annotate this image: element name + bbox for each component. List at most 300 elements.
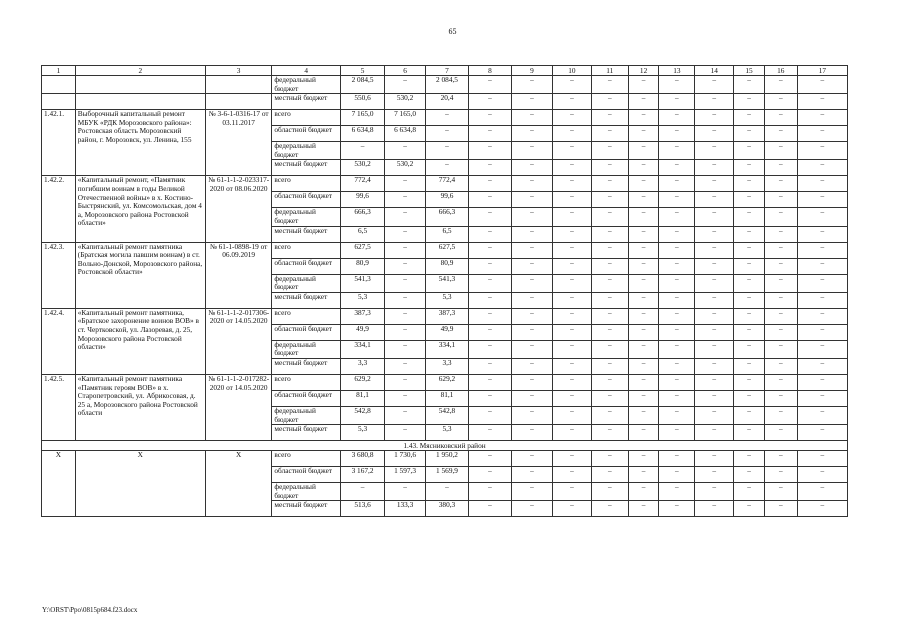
- value-empty: –: [734, 258, 765, 274]
- value-empty: –: [552, 176, 591, 192]
- value-empty: –: [512, 340, 553, 358]
- value-empty: –: [734, 242, 765, 258]
- value-empty: –: [591, 258, 628, 274]
- column-header: 9: [512, 66, 553, 76]
- value-empty: –: [469, 208, 512, 226]
- value-empty: –: [591, 390, 628, 406]
- value-empty: –: [659, 258, 695, 274]
- budget-source: местный бюджет: [272, 358, 341, 374]
- value-empty: –: [591, 208, 628, 226]
- value-empty: –: [469, 94, 512, 110]
- value-empty: –: [695, 406, 734, 424]
- value-total: 550,6: [341, 94, 385, 110]
- value-empty: –: [628, 160, 659, 176]
- item-permit: [205, 94, 272, 110]
- column-header: 7: [426, 66, 469, 76]
- value-empty: –: [591, 406, 628, 424]
- value-empty: –: [764, 374, 797, 390]
- value-empty: –: [764, 242, 797, 258]
- value-empty: –: [512, 406, 553, 424]
- column-header: 11: [591, 66, 628, 76]
- value-empty: –: [552, 126, 591, 142]
- value-total: 3 167,2: [341, 467, 385, 483]
- budget-source: федеральный бюджет: [272, 76, 341, 94]
- value-empty: –: [695, 358, 734, 374]
- item-number: 1.42.2.: [42, 176, 76, 242]
- value-empty: –: [512, 274, 553, 292]
- value-empty: –: [552, 390, 591, 406]
- value-col7: 5,3: [426, 425, 469, 441]
- item-permit: № 61-1-1-2-017306-2020 от 14.05.2020: [205, 308, 272, 374]
- value-empty: –: [695, 425, 734, 441]
- column-header: 15: [734, 66, 765, 76]
- value-col6: –: [385, 425, 426, 441]
- value-col6: –: [385, 324, 426, 340]
- value-empty: –: [469, 308, 512, 324]
- value-empty: –: [552, 160, 591, 176]
- value-total: 772,4: [341, 176, 385, 192]
- value-empty: –: [764, 501, 797, 517]
- section-heading: 1.43. Мясниковский район: [42, 441, 848, 451]
- value-empty: –: [797, 76, 847, 94]
- value-col7: 627,5: [426, 242, 469, 258]
- budget-source: областной бюджет: [272, 126, 341, 142]
- budget-source: местный бюджет: [272, 94, 341, 110]
- value-col7: 20,4: [426, 94, 469, 110]
- value-empty: –: [734, 483, 765, 501]
- value-empty: –: [764, 94, 797, 110]
- value-empty: –: [628, 110, 659, 126]
- value-empty: –: [512, 467, 553, 483]
- value-empty: –: [552, 226, 591, 242]
- value-empty: –: [734, 274, 765, 292]
- value-col7: –: [426, 160, 469, 176]
- value-empty: –: [659, 340, 695, 358]
- item-permit: № 61-1-1-2-023317-2020 от 08.06.2020: [205, 176, 272, 242]
- value-col6: –: [385, 258, 426, 274]
- value-empty: –: [628, 451, 659, 467]
- value-empty: –: [695, 208, 734, 226]
- value-empty: –: [591, 483, 628, 501]
- value-empty: –: [734, 358, 765, 374]
- column-header: 16: [764, 66, 797, 76]
- value-empty: –: [512, 208, 553, 226]
- value-empty: –: [469, 242, 512, 258]
- value-total: 541,3: [341, 274, 385, 292]
- item-permit: [205, 76, 272, 94]
- value-empty: –: [659, 451, 695, 467]
- value-total: 513,6: [341, 501, 385, 517]
- value-empty: –: [764, 483, 797, 501]
- value-empty: –: [552, 242, 591, 258]
- value-empty: –: [552, 308, 591, 324]
- value-col7: 5,3: [426, 292, 469, 308]
- value-empty: –: [591, 160, 628, 176]
- value-col7: –: [426, 126, 469, 142]
- value-empty: –: [469, 483, 512, 501]
- value-empty: –: [512, 292, 553, 308]
- value-empty: –: [591, 340, 628, 358]
- value-total: –: [341, 142, 385, 160]
- value-empty: –: [628, 340, 659, 358]
- budget-source: областной бюджет: [272, 467, 341, 483]
- value-empty: –: [628, 374, 659, 390]
- value-total: –: [341, 483, 385, 501]
- column-header: 14: [695, 66, 734, 76]
- item-number: 1.42.5.: [42, 374, 76, 440]
- value-empty: –: [797, 94, 847, 110]
- table-row: [42, 110, 848, 126]
- value-empty: –: [797, 501, 847, 517]
- value-empty: –: [512, 451, 553, 467]
- value-empty: –: [659, 406, 695, 424]
- value-empty: –: [552, 451, 591, 467]
- item-description: «Капитальный ремонт памятника, «Братское захоронение воинов ВОВ» в ст. Чертковской, ул. Лазоревая, д. 25, Морозовского района Ростовской области»: [75, 308, 205, 374]
- value-empty: –: [512, 324, 553, 340]
- column-header: 13: [659, 66, 695, 76]
- value-empty: –: [797, 451, 847, 467]
- value-col6: 133,3: [385, 501, 426, 517]
- value-empty: –: [552, 142, 591, 160]
- budget-source: местный бюджет: [272, 425, 341, 441]
- value-empty: –: [591, 110, 628, 126]
- value-empty: –: [628, 226, 659, 242]
- value-empty: –: [659, 483, 695, 501]
- value-empty: –: [552, 340, 591, 358]
- table-row: [42, 94, 848, 110]
- value-empty: –: [764, 358, 797, 374]
- column-header: 3: [205, 66, 272, 76]
- value-empty: –: [797, 208, 847, 226]
- value-empty: –: [695, 76, 734, 94]
- value-empty: –: [764, 324, 797, 340]
- value-empty: –: [659, 176, 695, 192]
- value-empty: –: [695, 292, 734, 308]
- value-empty: –: [734, 340, 765, 358]
- value-empty: –: [591, 242, 628, 258]
- value-empty: –: [659, 110, 695, 126]
- value-empty: –: [512, 126, 553, 142]
- value-empty: –: [764, 110, 797, 126]
- budget-source: всего: [272, 242, 341, 258]
- value-empty: –: [591, 451, 628, 467]
- value-empty: –: [659, 94, 695, 110]
- value-empty: –: [591, 192, 628, 208]
- value-empty: –: [628, 76, 659, 94]
- value-total: 3 680,8: [341, 451, 385, 467]
- value-empty: –: [552, 208, 591, 226]
- value-empty: –: [797, 292, 847, 308]
- value-empty: –: [469, 501, 512, 517]
- value-empty: –: [552, 425, 591, 441]
- budget-source: областной бюджет: [272, 192, 341, 208]
- value-empty: –: [512, 258, 553, 274]
- value-empty: –: [734, 501, 765, 517]
- value-col6: –: [385, 192, 426, 208]
- value-total: 6 634,8: [341, 126, 385, 142]
- value-empty: –: [695, 340, 734, 358]
- value-empty: –: [797, 176, 847, 192]
- value-empty: –: [734, 176, 765, 192]
- value-col7: 99,6: [426, 192, 469, 208]
- value-empty: –: [695, 226, 734, 242]
- budget-source: федеральный бюджет: [272, 274, 341, 292]
- value-empty: –: [659, 358, 695, 374]
- value-total: 5,3: [341, 292, 385, 308]
- value-empty: –: [552, 258, 591, 274]
- value-col7: 6,5: [426, 226, 469, 242]
- value-empty: –: [512, 176, 553, 192]
- value-col6: 7 165,0: [385, 110, 426, 126]
- value-empty: –: [512, 242, 553, 258]
- budget-source: местный бюджет: [272, 292, 341, 308]
- value-empty: –: [469, 390, 512, 406]
- value-empty: –: [591, 467, 628, 483]
- value-empty: –: [628, 501, 659, 517]
- value-col6: –: [385, 142, 426, 160]
- table-row: [42, 242, 848, 258]
- value-empty: –: [512, 110, 553, 126]
- value-col6: –: [385, 176, 426, 192]
- value-empty: –: [469, 226, 512, 242]
- value-empty: –: [469, 274, 512, 292]
- column-header: 6: [385, 66, 426, 76]
- value-empty: –: [512, 308, 553, 324]
- value-total: 2 084,5: [341, 76, 385, 94]
- value-empty: –: [591, 374, 628, 390]
- value-col6: –: [385, 274, 426, 292]
- value-empty: –: [628, 208, 659, 226]
- value-empty: –: [628, 425, 659, 441]
- value-empty: –: [797, 308, 847, 324]
- table-row: [42, 308, 848, 324]
- column-header: 5: [341, 66, 385, 76]
- value-empty: –: [469, 324, 512, 340]
- value-empty: –: [628, 324, 659, 340]
- item-description: X: [75, 451, 205, 517]
- value-empty: –: [695, 176, 734, 192]
- value-empty: –: [469, 76, 512, 94]
- value-empty: –: [797, 110, 847, 126]
- value-empty: –: [764, 76, 797, 94]
- value-empty: –: [628, 142, 659, 160]
- value-total: 6,5: [341, 226, 385, 242]
- budget-source: федеральный бюджет: [272, 340, 341, 358]
- value-empty: –: [764, 126, 797, 142]
- value-empty: –: [764, 176, 797, 192]
- value-empty: –: [591, 324, 628, 340]
- value-empty: –: [695, 192, 734, 208]
- value-total: 49,9: [341, 324, 385, 340]
- value-empty: –: [764, 160, 797, 176]
- value-col6: 530,2: [385, 94, 426, 110]
- value-empty: –: [591, 501, 628, 517]
- value-empty: –: [734, 406, 765, 424]
- value-empty: –: [734, 425, 765, 441]
- value-empty: –: [764, 274, 797, 292]
- value-col7: 1 569,9: [426, 467, 469, 483]
- value-empty: –: [552, 483, 591, 501]
- value-total: 7 165,0: [341, 110, 385, 126]
- budget-source: областной бюджет: [272, 258, 341, 274]
- value-empty: –: [659, 274, 695, 292]
- value-col6: –: [385, 292, 426, 308]
- value-empty: –: [628, 292, 659, 308]
- value-empty: –: [591, 292, 628, 308]
- value-empty: –: [512, 483, 553, 501]
- value-empty: –: [797, 390, 847, 406]
- value-empty: –: [591, 126, 628, 142]
- value-empty: –: [469, 467, 512, 483]
- value-empty: –: [764, 425, 797, 441]
- value-empty: –: [659, 308, 695, 324]
- value-empty: –: [552, 110, 591, 126]
- value-empty: –: [797, 406, 847, 424]
- value-empty: –: [659, 425, 695, 441]
- value-empty: –: [695, 501, 734, 517]
- table-row: [42, 76, 848, 94]
- value-empty: –: [695, 94, 734, 110]
- item-description: «Капитальный ремонт, «Памятник погибшим воинам в годы Великой Отечественной войны» в х. Костино-Быстрянский, ул. Комсомольская, дом 4 а, Морозовского района Ростовской области»: [75, 176, 205, 242]
- value-col6: 1 597,3: [385, 467, 426, 483]
- item-permit: № 3-6-1-0316-17 от 03.11.2017: [205, 110, 272, 176]
- value-empty: –: [628, 358, 659, 374]
- value-empty: –: [659, 76, 695, 94]
- value-empty: –: [764, 208, 797, 226]
- value-col7: 380,3: [426, 501, 469, 517]
- value-col6: –: [385, 226, 426, 242]
- footer-file-path: Y:\ORST\Ppo\0815p684.f23.docx: [42, 606, 138, 614]
- value-total: 334,1: [341, 340, 385, 358]
- value-empty: –: [734, 160, 765, 176]
- column-header: 12: [628, 66, 659, 76]
- budget-source: федеральный бюджет: [272, 483, 341, 501]
- value-empty: –: [734, 292, 765, 308]
- value-col7: 3,3: [426, 358, 469, 374]
- value-empty: –: [764, 390, 797, 406]
- value-empty: –: [628, 126, 659, 142]
- value-empty: –: [591, 226, 628, 242]
- budget-source: местный бюджет: [272, 501, 341, 517]
- value-empty: –: [695, 142, 734, 160]
- value-empty: –: [552, 501, 591, 517]
- value-col7: 772,4: [426, 176, 469, 192]
- value-empty: –: [591, 425, 628, 441]
- value-total: 80,9: [341, 258, 385, 274]
- value-col6: –: [385, 390, 426, 406]
- value-empty: –: [628, 390, 659, 406]
- budget-source: федеральный бюджет: [272, 208, 341, 226]
- value-empty: –: [695, 126, 734, 142]
- column-header: 1: [42, 66, 76, 76]
- value-empty: –: [512, 192, 553, 208]
- value-empty: –: [469, 142, 512, 160]
- value-empty: –: [512, 501, 553, 517]
- column-header: 10: [552, 66, 591, 76]
- value-empty: –: [628, 176, 659, 192]
- value-empty: –: [469, 374, 512, 390]
- value-col7: –: [426, 483, 469, 501]
- value-empty: –: [552, 358, 591, 374]
- value-empty: –: [659, 324, 695, 340]
- budget-source: местный бюджет: [272, 226, 341, 242]
- value-col7: 81,1: [426, 390, 469, 406]
- value-empty: –: [512, 390, 553, 406]
- value-empty: –: [695, 390, 734, 406]
- value-empty: –: [552, 192, 591, 208]
- value-col7: 80,9: [426, 258, 469, 274]
- value-col7: 541,3: [426, 274, 469, 292]
- value-total: 5,3: [341, 425, 385, 441]
- value-empty: –: [734, 451, 765, 467]
- item-number: 1.42.4.: [42, 308, 76, 374]
- value-empty: –: [734, 226, 765, 242]
- value-empty: –: [659, 126, 695, 142]
- value-empty: –: [659, 226, 695, 242]
- value-empty: –: [469, 192, 512, 208]
- value-empty: –: [628, 94, 659, 110]
- page-number: 65: [448, 27, 457, 36]
- item-description: «Капитальный ремонт памятника «Памятник героям ВОВ» в х. Старопетровский, ул. Абрикосовая, д. 25 а, Морозовского района Ростовской области: [75, 374, 205, 440]
- value-total: 629,2: [341, 374, 385, 390]
- value-empty: –: [695, 258, 734, 274]
- value-col6: –: [385, 358, 426, 374]
- value-col7: 1 950,2: [426, 451, 469, 467]
- value-empty: –: [552, 292, 591, 308]
- value-col6: –: [385, 208, 426, 226]
- value-empty: –: [512, 425, 553, 441]
- value-empty: –: [659, 242, 695, 258]
- value-empty: –: [512, 160, 553, 176]
- value-empty: –: [797, 374, 847, 390]
- budget-source: федеральный бюджет: [272, 142, 341, 160]
- value-empty: –: [734, 76, 765, 94]
- value-empty: –: [797, 467, 847, 483]
- item-description: [75, 76, 205, 94]
- value-empty: –: [659, 292, 695, 308]
- item-permit: № 61-1-1-2-017282-2020 от 14.05.2020: [205, 374, 272, 440]
- value-total: 542,8: [341, 406, 385, 424]
- value-empty: –: [469, 110, 512, 126]
- value-empty: –: [628, 406, 659, 424]
- value-empty: –: [469, 451, 512, 467]
- value-empty: –: [734, 94, 765, 110]
- value-empty: –: [734, 308, 765, 324]
- value-empty: –: [764, 192, 797, 208]
- value-empty: –: [659, 160, 695, 176]
- value-total: 81,1: [341, 390, 385, 406]
- value-empty: –: [628, 192, 659, 208]
- budget-source: областной бюджет: [272, 324, 341, 340]
- value-empty: –: [659, 192, 695, 208]
- value-empty: –: [797, 358, 847, 374]
- value-empty: –: [628, 467, 659, 483]
- item-number: [42, 94, 76, 110]
- item-permit: № 61-1-0898-19 от 06.09.2019: [205, 242, 272, 308]
- value-empty: –: [695, 374, 734, 390]
- column-header: 4: [272, 66, 341, 76]
- value-empty: –: [695, 274, 734, 292]
- value-col7: 666,3: [426, 208, 469, 226]
- item-description: Выборочный капитальный ремонт МБУК «РДК Морозовского района»: Ростовская область Морозовский район, г. Морозовск, ул. Ленина, 155: [75, 110, 205, 176]
- value-empty: –: [659, 501, 695, 517]
- value-empty: –: [695, 242, 734, 258]
- section-row: [42, 441, 848, 451]
- value-empty: –: [552, 94, 591, 110]
- budget-source: всего: [272, 176, 341, 192]
- value-col7: –: [426, 142, 469, 160]
- value-empty: –: [695, 483, 734, 501]
